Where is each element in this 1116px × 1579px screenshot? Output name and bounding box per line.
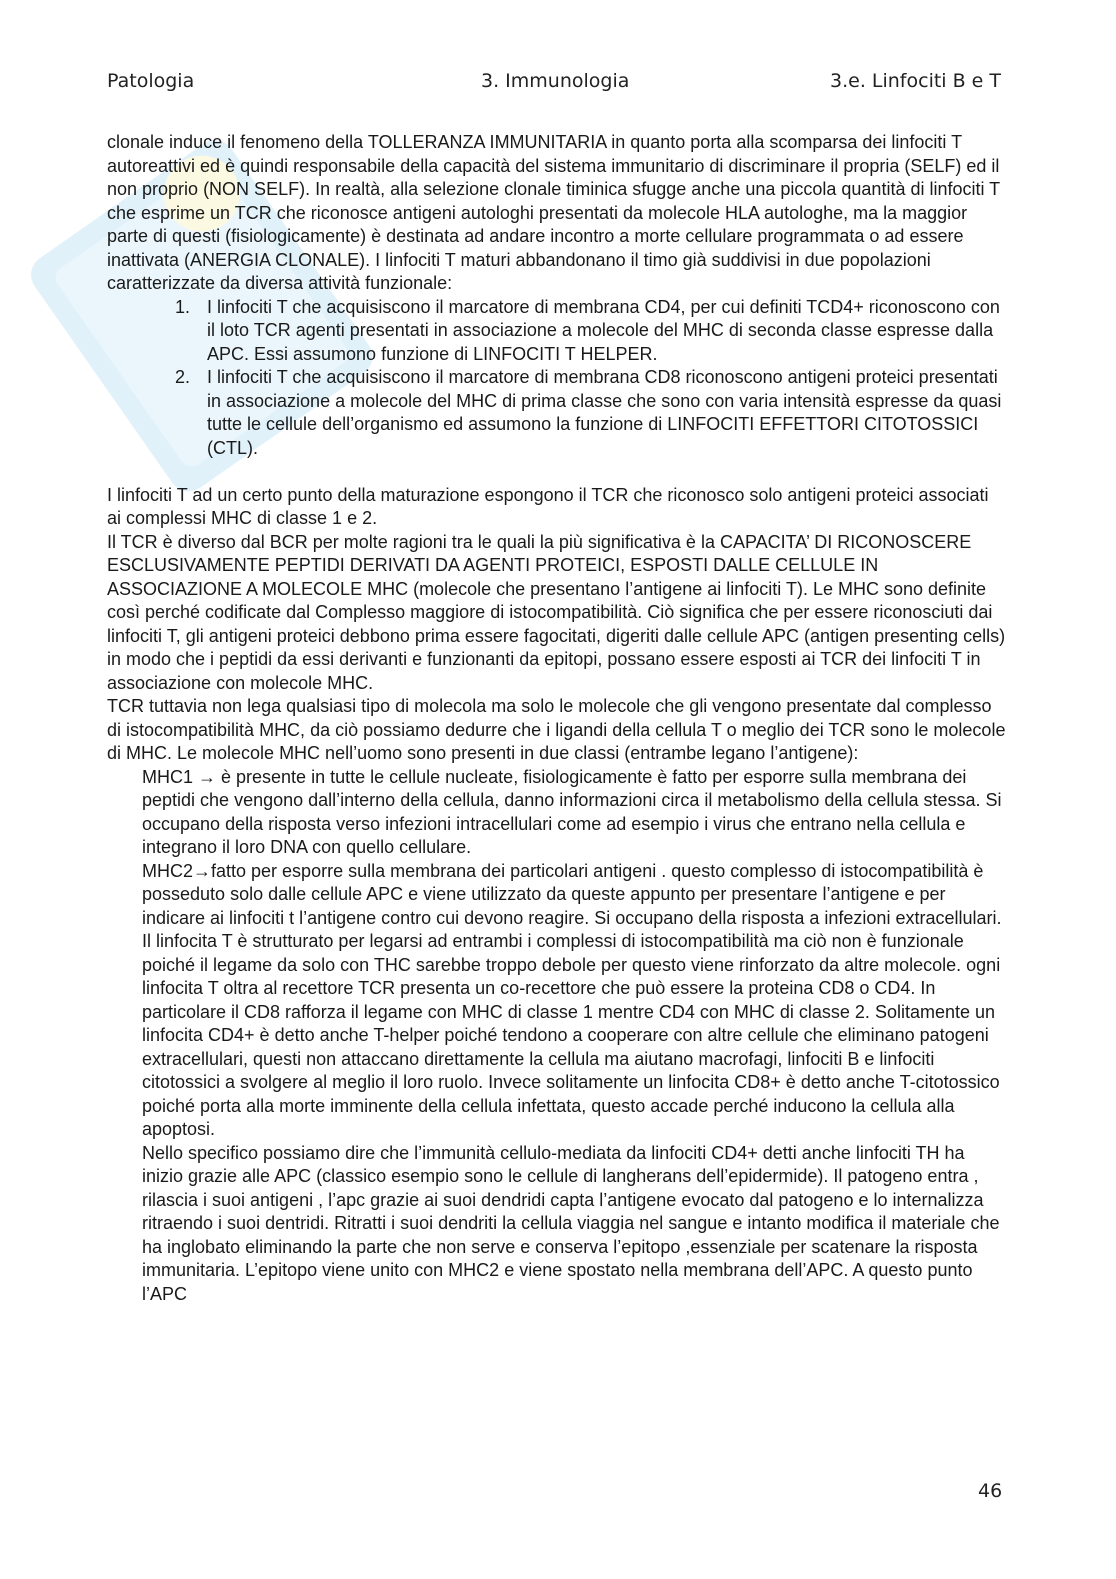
header-subject: Patologia: [107, 70, 195, 92]
page-header: [0, 70, 1116, 100]
numbered-list: [107, 296, 1007, 461]
paragraph-cell-mediated-immunity: Nello specifico possiamo dire che l’immunità cellulo-mediata da linfociti CD4+ detti anche linfociti TH ha inizio grazie alle APC (classico esempio sono le cellule di langherans dell’epidermide). Il patogeno entra , rilascia i suoi antigeni , l’apc grazie ai suoi dendridi capta l’antigene evocato dal patogeno e lo internalizza ritraendo i suoi dentridi. Ritratti i suoi dendriti la cellula viaggia nel sangue e intanto modifica il materiale che ha inglobato eliminando la parte che non serve e conserva l’epitopo ,essenziale per scatenare la risposta immunitaria. L’epitopo viene unito con MHC2 e viene spostato nella membrana dell’APC. A questo punto l’APC: [142, 1142, 1000, 1304]
paragraph-gap: [107, 460, 1007, 484]
list-item: [107, 296, 1007, 367]
list-item-text: I linfociti T che acquisiscono il marcatore di membrana CD8 riconoscono antigeni proteici presentati in associazione a molecole del MHC di prima classe che sono con varia intensità espresse da quasi tutte le cellule dell’organismo ed assumono la funzione di LINFOCITI EFFETTORI CITOTOSSICI (CTL).: [207, 367, 1002, 458]
paragraph-mhc-classes: TCR tuttavia non lega qualsiasi tipo di molecola ma solo le molecole che gli vengono presentate dal complesso di istocompatibilità MHC, da ciò possiamo dedurre che i ligandi della cellula T o meglio dei TCR sono le molecole di MHC. Le molecole MHC nell’uomo sono presenti in due classi (entrambe legano l’antigene):: [107, 696, 1006, 763]
list-item-text: I linfociti T che acquisiscono il marcatore di membrana CD4, per cui definiti TCD4+ riconoscono con il loto TCR agenti presentati in associazione a molecole del MHC di seconda classe espresse dalla APC. Essi assumono funzione di LINFOCITI T HELPER.: [207, 296, 1000, 364]
paragraph-tcr-vs-bcr: Il TCR è diverso dal BCR per molte ragioni tra le quali la più significativa è la CAPACITA’ DI RICONOSCERE ESCLUSIVAMENTE PEPTIDI DERIVATI DA AGENTI PROTEICI, ESPOSTI DALLE CELLULE IN ASSOCIAZIONE A MOLECOLE MHC (molecole che presentano l’antigene ai linfociti T). Le MHC sono definite così perché codificate dal Complesso maggiore di istocompatibilità. Ciò significa che per essere riconosciuti dai linfociti T, gli antigeni proteici debbono prima essere fagocitati, digeriti dalle cellule APC (antigen presenting cells) in modo che i peptidi da essi derivanti e funzionanti da epitopi, possano essere esposti ai TCR dei linfociti T in associazione con molecole MHC.: [107, 531, 1006, 693]
paragraph-tcr-maturation: I linfociti T ad un certo punto della maturazione espongono il TCR che riconosco solo antigeni proteici associati ai complessi MHC di classe 1 e 2.: [107, 484, 989, 528]
paragraph-mhc1: MHC1 → è presente in tutte le cellule nucleate, fisiologicamente è fatto per esporre sulla membrana dei peptidi che vengono dall’interno della cellula, danno informazioni circa il metabolismo della cellula stessa. Si occupano della risposta verso infezioni intracellulari come ad esempio i virus che entrano nella cellula e integrano il loro DNA con quello cellulare.: [142, 766, 1002, 857]
list-item-number: 2.: [175, 367, 191, 387]
paragraph-mhc2: MHC2→fatto per esporre sulla membrana dei particolari antigeni . questo complesso di istocompatibilità è posseduto solo dalle cellule APC e viene utilizzato da queste appunto per presentare l’antigene e per indicare ai linfociti t l’antigene contro cui devono reagire. Si occupano della risposta a infezioni extracellulari.: [142, 860, 1002, 928]
page-number: 46: [978, 1480, 1003, 1502]
header-chapter: 3. Immunologia: [481, 70, 630, 92]
paragraph-coreceptors: Il linfocita T è strutturato per legarsi ad entrambi i complessi di istocompatibilità ma ciò non è funzionale poiché il legame da solo con THC sarebbe troppo debole per questo viene rinforzato da altre molecole. ogni linfocita T oltra al recettore TCR presenta un co-recettore che può essere la proteina CD8 o CD4. In particolare il CD8 rafforza il legame con MHC di classe 1 mentre CD4 con MHC di classe 2. Solitamente un linfocita CD4+ è detto anche T-helper poiché tendono a cooperare con altre cellule che eliminano patogeni extracellulari, questi non attaccano direttamente la cellula ma aiutano macrofagi, linfociti B e linfociti citotossici a svolgere al meglio il loro ruolo. Invece solitamente un linfocita CD8+ è detto anche T-citotossico poiché porta alla morte imminente della cellula infettata, questo accade perché inducono la cellula alla apoptosi.: [142, 931, 1001, 1139]
list-item: [107, 366, 1007, 460]
header-section: 3.e. Linfociti B e T: [830, 70, 1002, 92]
paragraph-tolerance: clonale induce il fenomeno della TOLLERANZA IMMUNITARIA in quanto porta alla scomparsa dei linfociti T autoreattivi ed è quindi responsabile della capacità del sistema immunitario di discriminare il propria (SELF) ed il non proprio (NON SELF). In realtà, alla selezione clonale timinica sfugge anche una piccola quantità di linfociti T che esprime un TCR che riconosce antigeni autologhi presentati da molecole HLA autologhe, ma la maggior parte di questi (fisiologicamente) è destinata ad andare incontro a morte cellulare programmata o ad essere inattivata (ANERGIA CLONALE). I linfociti T maturi abbandonano il timo già suddivisi in due popolazioni caratterizzate da diversa attività funzionale:: [107, 132, 1000, 293]
list-item-number: 1.: [175, 296, 191, 317]
document-body: [107, 131, 1007, 1306]
